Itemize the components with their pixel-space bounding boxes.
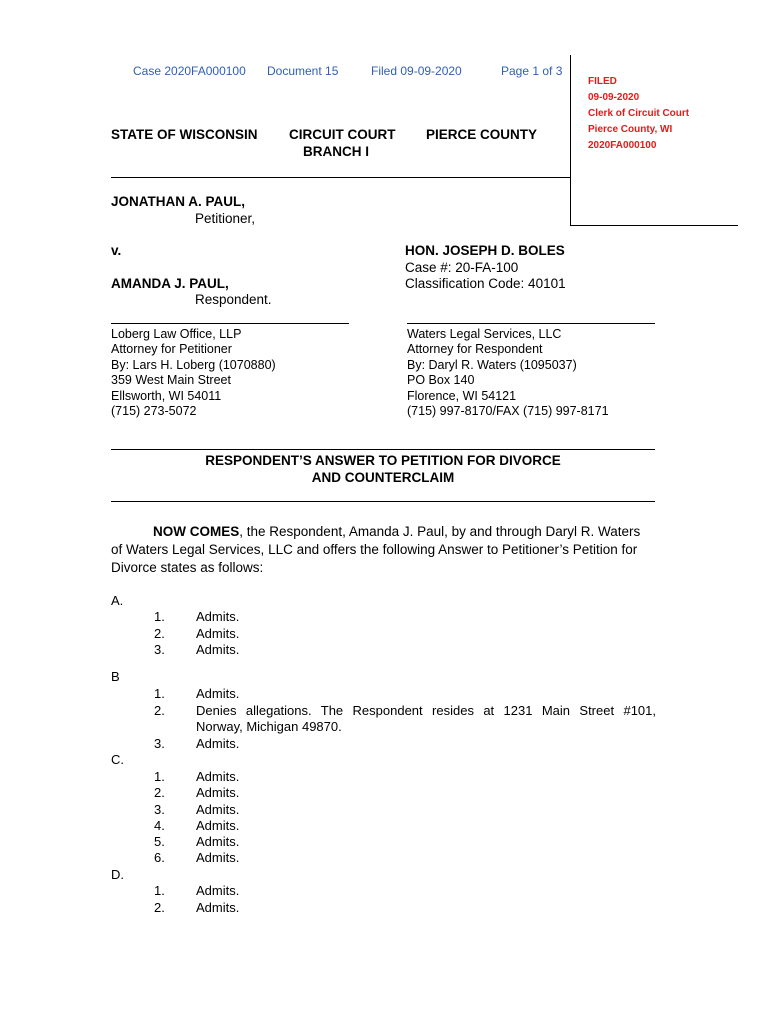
petitioner-attorney-line: 359 West Main Street	[111, 373, 231, 388]
caption-divider	[111, 177, 570, 178]
item-number: 1.	[154, 609, 165, 624]
petitioner-attorney-line: Loberg Law Office, LLP	[111, 327, 242, 341]
item-text: Admits.	[196, 609, 240, 624]
section-label-a: A.	[111, 593, 124, 608]
intro-line-2: of Waters Legal Services, LLC and offers the following Answer to Petitioner’s Petition for	[111, 542, 638, 557]
respondent-attorney-line: By: Daryl R. Waters (1095037)	[407, 357, 577, 372]
respondent-attorney-block	[407, 327, 609, 419]
classification-code: Classification Code: 40101	[405, 276, 566, 291]
item-text: Admits.	[196, 785, 240, 800]
respondent-attorney-line: Florence, WI 54121	[407, 388, 517, 403]
attorney-left-rule	[111, 323, 349, 324]
stamp-clerk: Clerk of Circuit Court	[588, 108, 690, 119]
stamp-county: Pierce County, WI	[588, 124, 673, 135]
item-number: 2.	[154, 900, 165, 915]
item-number: 2.	[154, 785, 165, 800]
title-top-rule	[111, 449, 655, 450]
section-label-c: C.	[111, 752, 124, 767]
document-title-line1: RESPONDENT’S ANSWER TO PETITION FOR DIVORCE	[205, 453, 561, 468]
item-number: 1.	[154, 769, 165, 784]
header-case: Case 2020FA000100	[133, 64, 246, 78]
item-number: 1.	[154, 686, 165, 701]
item-text: Admits.	[196, 686, 240, 701]
caption-county: PIERCE COUNTY	[426, 127, 538, 142]
caption-court: CIRCUIT COURT	[289, 127, 396, 142]
petitioner-attorney-line: (715) 273-5072	[111, 404, 197, 419]
item-number: 2.	[154, 703, 165, 718]
header-document: Document 15	[267, 64, 339, 78]
case-number: Case #: 20-FA-100	[405, 260, 519, 275]
caption-state: STATE OF WISCONSIN	[111, 127, 258, 142]
versus: v.	[111, 243, 122, 258]
item-text: Admits.	[196, 626, 240, 641]
stamp-case-number: 2020FA000100	[588, 140, 657, 151]
petitioner-name: JONATHAN A. PAUL,	[111, 194, 245, 209]
petitioner-attorney-block	[111, 327, 276, 419]
item-text: Admits.	[196, 834, 240, 849]
stamp-date: 09-09-2020	[588, 92, 640, 103]
respondent-attorney-line: Waters Legal Services, LLC	[407, 327, 562, 341]
intro-line-1	[111, 523, 659, 541]
item-text: Admits.	[196, 900, 240, 915]
title-bottom-rule	[111, 501, 655, 502]
item-number: 6.	[154, 850, 165, 865]
petitioner-role: Petitioner,	[195, 211, 256, 226]
petitioner-attorney-line: By: Lars H. Loberg (1070880)	[111, 357, 276, 372]
item-text: Admits.	[196, 850, 240, 865]
filing-stamp	[588, 74, 689, 154]
item-text: Admits.	[196, 642, 240, 657]
judge-name: HON. JOSEPH D. BOLES	[405, 243, 565, 258]
item-number: 5.	[154, 834, 165, 849]
intro-paragraph	[111, 523, 659, 577]
respondent-attorney-line: (715) 997-8170/FAX (715) 997-8171	[407, 404, 609, 419]
item-text: Denies allegations. The Respondent resides at 1231 Main Street #101,	[196, 703, 656, 718]
header-page: Page 1 of 3	[501, 64, 563, 78]
respondent-role: Respondent.	[195, 292, 272, 307]
stamp-box-bottom-border	[570, 225, 738, 226]
header-filed: Filed 09-09-2020	[371, 64, 462, 78]
respondent-attorney-line: Attorney for Respondent	[407, 342, 543, 357]
petitioner-attorney-line: Attorney for Petitioner	[111, 342, 232, 357]
item-number: 3.	[154, 642, 165, 657]
section-label-d: D.	[111, 867, 124, 882]
item-text: Admits.	[196, 883, 240, 898]
respondent-name: AMANDA J. PAUL,	[111, 276, 229, 291]
attorney-right-rule	[407, 323, 655, 324]
petitioner-attorney-line: Ellsworth, WI 54011	[111, 388, 222, 403]
item-text-continued: Norway, Michigan 49870.	[196, 719, 342, 734]
section-label-b: B	[111, 669, 120, 684]
item-number: 2.	[154, 626, 165, 641]
document-title-line2: AND COUNTERCLAIM	[311, 470, 455, 485]
item-text: Admits.	[196, 818, 240, 833]
item-number: 3.	[154, 802, 165, 817]
intro-line-3: Divorce states as follows:	[111, 560, 264, 575]
item-number: 4.	[154, 818, 165, 833]
intro-lead: NOW COMES	[153, 524, 240, 539]
caption-branch: BRANCH I	[303, 144, 369, 159]
stamp-filed: FILED	[588, 76, 617, 87]
intro-line-1-rest: , the Respondent, Amanda J. Paul, by and through Daryl R. Waters	[239, 524, 641, 539]
item-number: 3.	[154, 736, 165, 751]
item-number: 1.	[154, 883, 165, 898]
item-text: Admits.	[196, 802, 240, 817]
respondent-attorney-line: PO Box 140	[407, 373, 475, 388]
item-text: Admits.	[196, 736, 240, 751]
item-text: Admits.	[196, 769, 240, 784]
stamp-box-left-border	[570, 55, 571, 226]
